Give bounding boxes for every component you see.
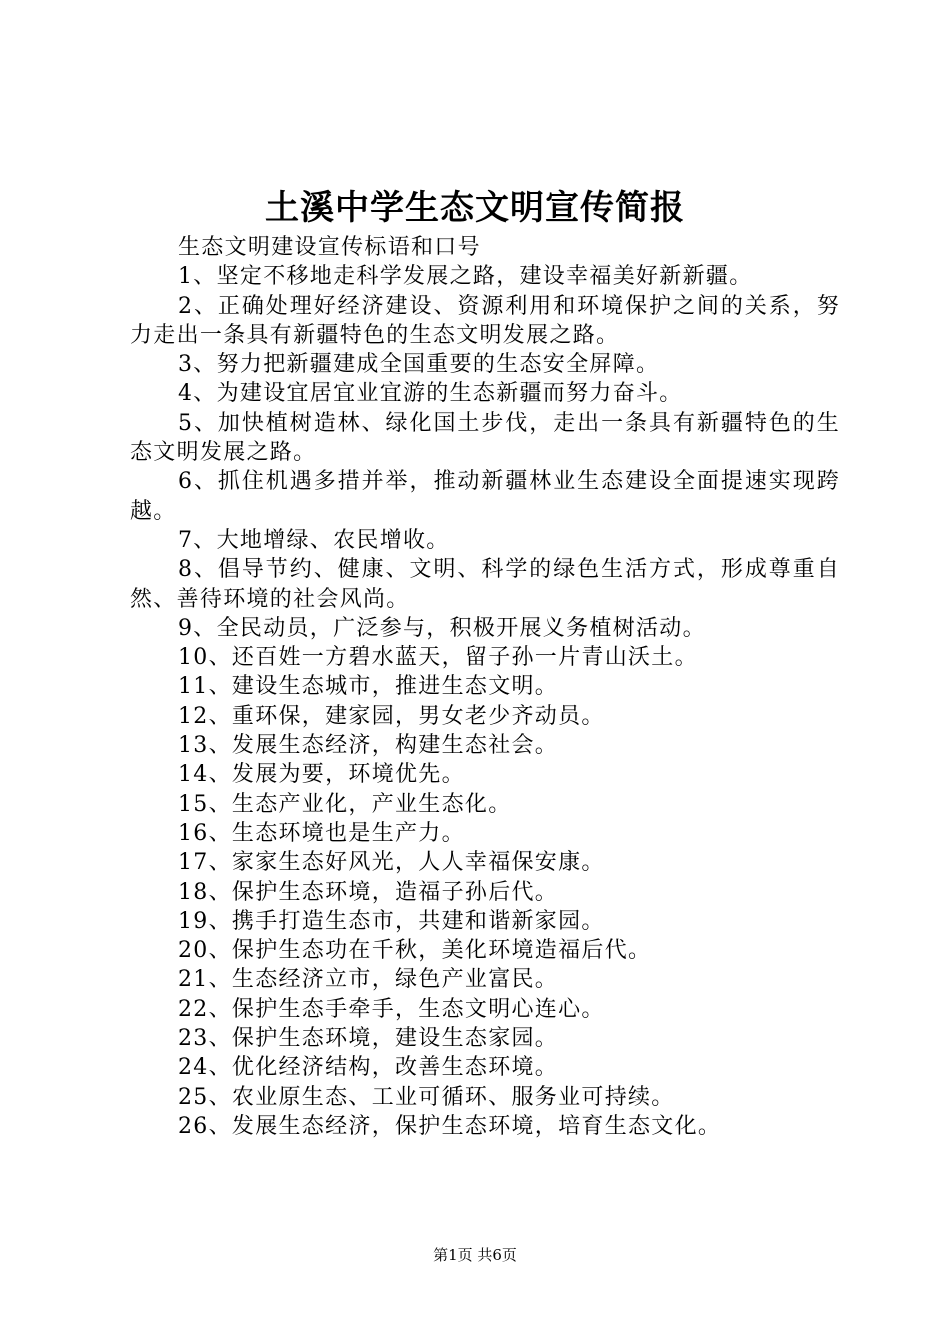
paragraph: 1、坚定不移地走科学发展之路，建设幸福美好新新疆。 [178, 264, 753, 290]
paragraph: 7、大地增绿、农民增收。 [178, 527, 450, 553]
paragraph-subtitle: 生态文明建设宣传标语和口号 [178, 235, 481, 260]
paragraph: 15、生态产业化，产业生态化。 [178, 791, 512, 817]
paragraph: 26、发展生态经济，保护生态环境，培育生态文化。 [178, 1113, 722, 1139]
paragraph: 25、农业原生态、工业可循环、服务业可持续。 [178, 1084, 675, 1110]
paragraph: 24、优化经济结构，改善生态环境。 [178, 1055, 559, 1081]
paragraph: 16、生态环境也是生产力。 [178, 820, 465, 846]
document-body [130, 233, 840, 1141]
paragraph: 2、正确处理好经济建设、资源利用和环境保护之间的关系，努力走出一条具有新疆特色的生态文明发展之路。 [130, 293, 840, 348]
paragraph: 11、建设生态城市，推进生态文明。 [178, 674, 559, 700]
paragraph: 21、生态经济立市，绿色产业富民。 [178, 967, 559, 993]
paragraph: 23、保护生态环境，建设生态家园。 [178, 1026, 559, 1052]
page-title: 土溪中学生态文明宣传简报 [265, 188, 685, 228]
paragraph: 18、保护生态环境，造福子孙后代。 [178, 879, 559, 905]
page-footer: 第1页 共6页 [433, 1246, 517, 1264]
paragraph: 12、重环保，建家园，男女老少齐动员。 [178, 703, 605, 729]
paragraph: 8、倡导节约、健康、文明、科学的绿色生活方式，形成尊重自然、善待环境的社会风尚。 [130, 557, 840, 612]
paragraph: 6、抓住机遇多措并举，推动新疆林业生态建设全面提速实现跨越。 [130, 469, 840, 524]
paragraph: 17、家家生态好风光，人人幸福保安康。 [178, 850, 605, 876]
paragraph: 3、努力把新疆建成全国重要的生态安全屏障。 [178, 352, 660, 378]
paragraph: 5、加快植树造林、绿化国土步伐，走出一条具有新疆特色的生态文明发展之路。 [130, 410, 840, 466]
paragraph: 10、还百姓一方碧水蓝天，留子孙一片青山沃土。 [178, 645, 698, 671]
paragraph: 9、全民动员，广泛参与，积极开展义务植树活动。 [178, 615, 706, 641]
paragraph: 20、保护生态功在千秋，美化环境造福后代。 [178, 938, 652, 964]
paragraph: 13、发展生态经济，构建生态社会。 [178, 733, 559, 759]
paragraph: 4、为建设宜居宜业宜游的生态新疆而努力奋斗。 [178, 381, 683, 407]
paragraph: 19、携手打造生态市，共建和谐新家园。 [178, 908, 605, 934]
paragraph: 14、发展为要，环境优先。 [178, 762, 465, 788]
paragraph: 22、保护生态手牵手，生态文明心连心。 [178, 996, 605, 1022]
